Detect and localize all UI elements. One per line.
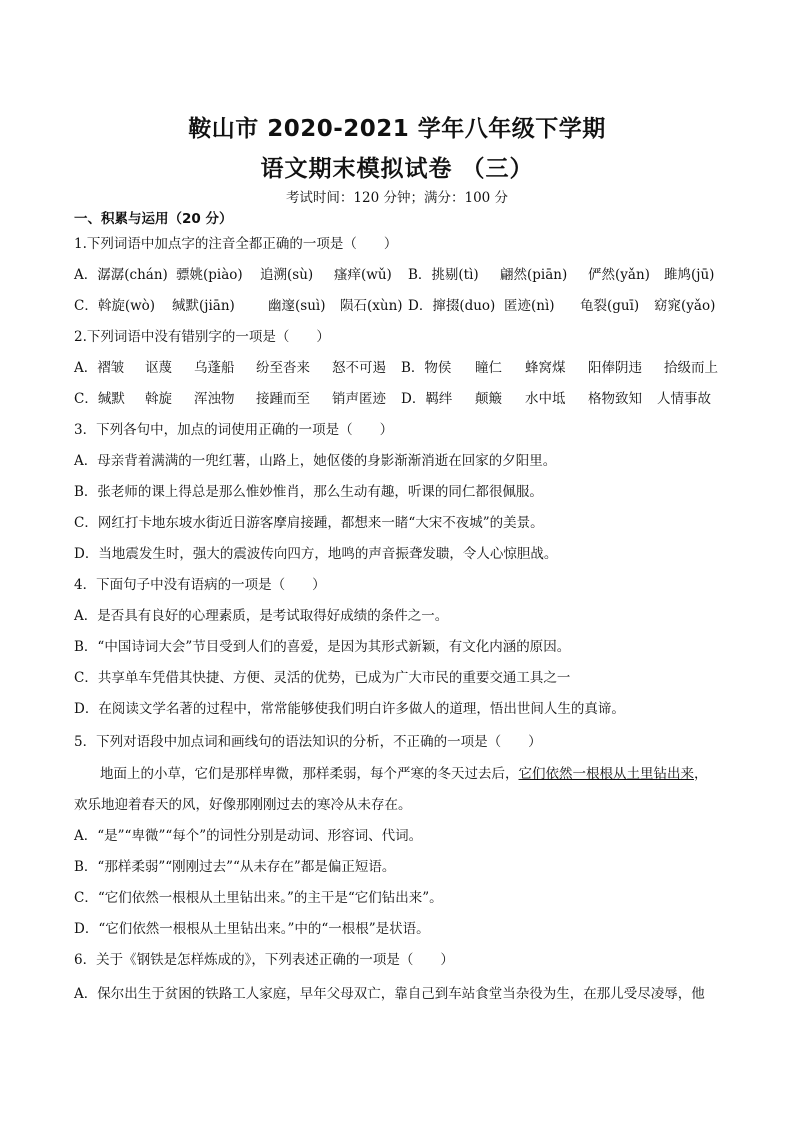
question-6-stem: 6．关于《钢铁是怎样炼成的》，下列表述正确的一项是（ ） [74,952,454,968]
question-5-stem: 5．下列对语段中加点词和画线句的语法知识的分析，不正确的一项是（ ） [74,734,542,750]
question-5-option-c: C．“它们依然一根根从土里钻出来。”的主干是“它们钻出来”。 [74,890,443,906]
passage-underlined-sentence: 它们依然一根根从土里钻出来 [518,766,694,782]
question-4-option-a: A．是否具有良好的心理素质，是考试取得好成绩的条件之一。 [74,608,449,624]
question-5-option-a: A．“是”“卑微”“每个”的词性分别是动词、形容词、代词。 [74,828,423,844]
page-title: 鞍山市 2020-2021 学年八年级下学期 [188,116,606,142]
question-3-stem: 3．下列各句中，加点的词使用正确的一项是（ ） [74,422,394,438]
q2-item: B．物侯 [401,360,452,376]
exam-info: 考试时间：120 分钟；满分：100 分 [285,190,509,206]
q2-item: 怒不可遏 [332,360,386,376]
q1-item: 匿迹(nì) [504,298,555,314]
question-3-option-a: A．母亲背着满满的一兜红薯，山路上，她伛偻的身影渐渐消逝在回家的夕阳里。 [74,453,557,469]
question-4-option-d: D．在阅读文学名著的过程中，常常能够使我们明白许多做人的道理，悟出世间人生的真谛。 [74,701,625,717]
q2-item: C．缄默 [74,391,125,407]
q1-item: 俨然(yǎn) [588,267,650,283]
q2-item: 蜂窝煤 [525,360,566,376]
q1-item: 缄默(jiān) [172,298,235,314]
q1-item: 幽邃(suì) [268,298,326,314]
section-heading: 一、积累与运用（20 分） [74,211,233,227]
question-5-passage-line-2: 欢乐地迎着春天的风，好像那刚刚过去的寒冷从未存在。 [74,797,412,813]
q2-item: 水中坻 [525,391,566,407]
q2-item: 讴蔑 [145,360,172,376]
q1-item: 翩然(piān) [500,267,568,283]
q2-item: 斡旋 [145,391,172,407]
q2-item: 颠簸 [475,391,502,407]
q2-item: 浑浊物 [194,391,235,407]
q2-item: 拾级而上 [664,360,718,376]
page-subtitle: 语文期末模拟试卷 （三） [260,156,534,182]
q1-item: 雎鸠(jū) [664,267,715,283]
q2-item: D．羁绊 [401,391,453,407]
q2-item: 销声匿迹 [332,391,386,407]
q1-item: C．斡旋(wò) [74,298,156,314]
question-5-option-d: D．“它们依然一根根从土里钻出来。”中的“一根根”是状语。 [74,921,430,937]
q2-item: 纷至沓来 [256,360,310,376]
question-6-option-a: A．保尔出生于贫困的铁路工人家庭，早年父母双亡，靠自己到车站食堂当杂役为生，在那儿受尽凌辱，他 [74,986,705,1002]
question-1-stem: 1.下列词语中加点字的注音全都正确的一项是（ ） [74,236,398,252]
q1-item: 骠姚(piào) [176,267,243,283]
question-4-option-c: C．共享单车凭借其快捷、方便、灵活的优势，已成为广大市民的重要交通工具之一 [74,670,571,686]
q2-item: 格物致知 [588,391,642,407]
passage-text: ， [694,766,708,782]
q2-item: 人情事故 [657,391,711,407]
q1-item: B．挑剔(tì) [408,267,479,283]
q1-item: A．潺潺(chán) [74,267,168,283]
q2-item: 接踵而至 [256,391,310,407]
q1-item: 龟裂(guī) [580,298,640,314]
q2-item: A．褶皱 [74,360,125,376]
question-3-option-c: C．网红打卡地东坡水街近日游客摩肩接踵，都想来一睹“大宋不夜城”的美景。 [74,515,544,531]
question-3-option-d: D．当地震发生时，强大的震波传向四方，地鸣的声音振聋发聩，令人心惊胆战。 [74,546,558,562]
question-4-stem: 4．下面句子中没有语病的一项是（ ） [74,577,326,593]
q1-item: 瘙痒(wǔ) [334,267,392,283]
q1-item: 窈窕(yǎo) [654,298,716,314]
question-5-option-b: B．“那样柔弱”“刚刚过去”“从未存在”都是偏正短语。 [74,859,396,875]
question-2-stem: 2.下列词语中没有错别字的一项是（ ） [74,329,330,345]
passage-text: 地面上的小草，它们是那样卑微，那样柔弱，每个严寒的冬天过去后， [100,766,519,782]
question-4-option-b: B．“中国诗词大会”节目受到人们的喜爱，是因为其形式新颖，有文化内涵的原因。 [74,639,571,655]
question-3-option-b: B．张老师的课上得总是那么惟妙惟肖，那么生动有趣，听课的同仁都很佩服。 [74,484,543,500]
q1-item: 追溯(sù) [260,267,314,283]
q2-item: 乌蓬船 [194,360,235,376]
q2-item: 瞳仁 [475,360,502,376]
q1-item: D．撺掇(duo) [408,298,496,314]
question-5-passage [100,765,708,783]
q2-item: 阳俸阴违 [588,360,642,376]
q1-item: 陨石(xùn) [340,298,403,314]
